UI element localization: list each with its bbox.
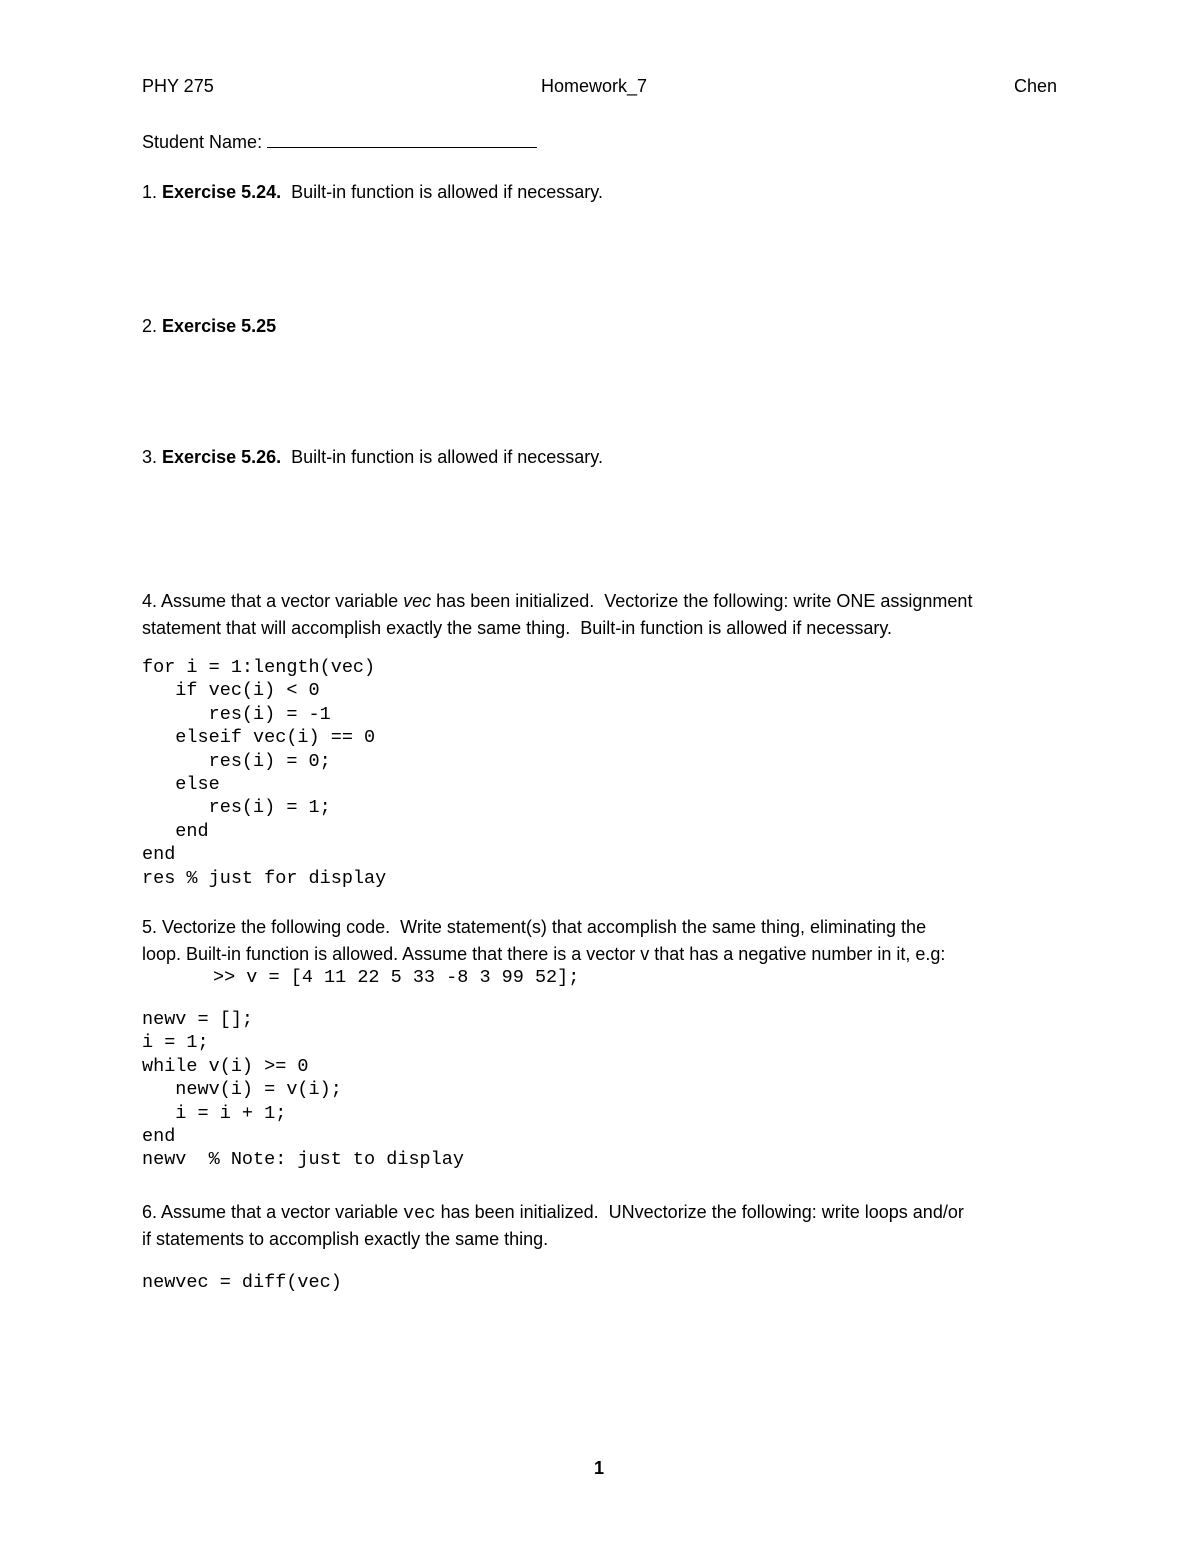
question-5-code: newv = []; i = 1; while v(i) >= 0 newv(i) = v(i); i = i + 1; end newv % Note: just to display: [142, 1009, 464, 1171]
question-4: 4. Assume that a vector variable vec has been initialized. Vectorize the following: write ONE assignment: [142, 591, 973, 611]
question-2: [142, 315, 276, 337]
question-note: Built-in function is allowed if necessary.: [291, 182, 603, 202]
instructor-name: Chen: [1014, 76, 1058, 96]
student-name-label: Student Name:: [142, 132, 263, 152]
course-code: PHY 275: [142, 76, 214, 96]
question-number: 4.: [142, 591, 158, 611]
question-6-code: newvec = diff(vec): [142, 1272, 342, 1293]
question-5-line-2: loop. Built-in function is allowed. Assume that there is a vector v that has a negative number in it, e.g:: [142, 944, 946, 964]
question-title: Exercise 5.24.: [162, 182, 282, 202]
question-6: 6. Assume that a vector variable vec has been initialized. UNvectorize the following: write loops and/or: [142, 1202, 964, 1224]
question-4-code: for i = 1:length(vec) if vec(i) < 0 res(i) = -1 elseif vec(i) == 0 res(i) = 0; else res(i) = 1; end end res % just for display: [142, 657, 387, 889]
question-6-line-2: if statements to accomplish exactly the same thing.: [142, 1229, 549, 1249]
question-3: [142, 446, 603, 468]
question-number: 5.: [142, 917, 158, 937]
student-name-field[interactable]: [267, 133, 537, 148]
question-title: Exercise 5.26.: [162, 447, 282, 467]
question-number: 1.: [142, 182, 158, 202]
variable-name: vec: [403, 1204, 436, 1224]
question-5: 5. Vectorize the following code. Write statement(s) that accomplish the same thing, eliminating the: [142, 917, 927, 937]
question-number: 6.: [142, 1202, 158, 1222]
question-number: 2.: [142, 316, 158, 336]
page-number: 1: [594, 1458, 605, 1478]
question-note: Built-in function is allowed if necessary.: [291, 447, 603, 467]
assignment-title: Homework_7: [541, 76, 648, 96]
question-number: 3.: [142, 447, 158, 467]
student-name-line: [142, 131, 537, 153]
question-title: Exercise 5.25: [162, 316, 277, 336]
variable-name: vec: [403, 591, 432, 611]
question-5-example: >> v = [4 11 22 5 33 -8 3 99 52];: [213, 967, 580, 988]
question-4-line-2: statement that will accomplish exactly the same thing. Built-in function is allowed if necessary.: [142, 618, 893, 638]
question-1: [142, 181, 603, 203]
